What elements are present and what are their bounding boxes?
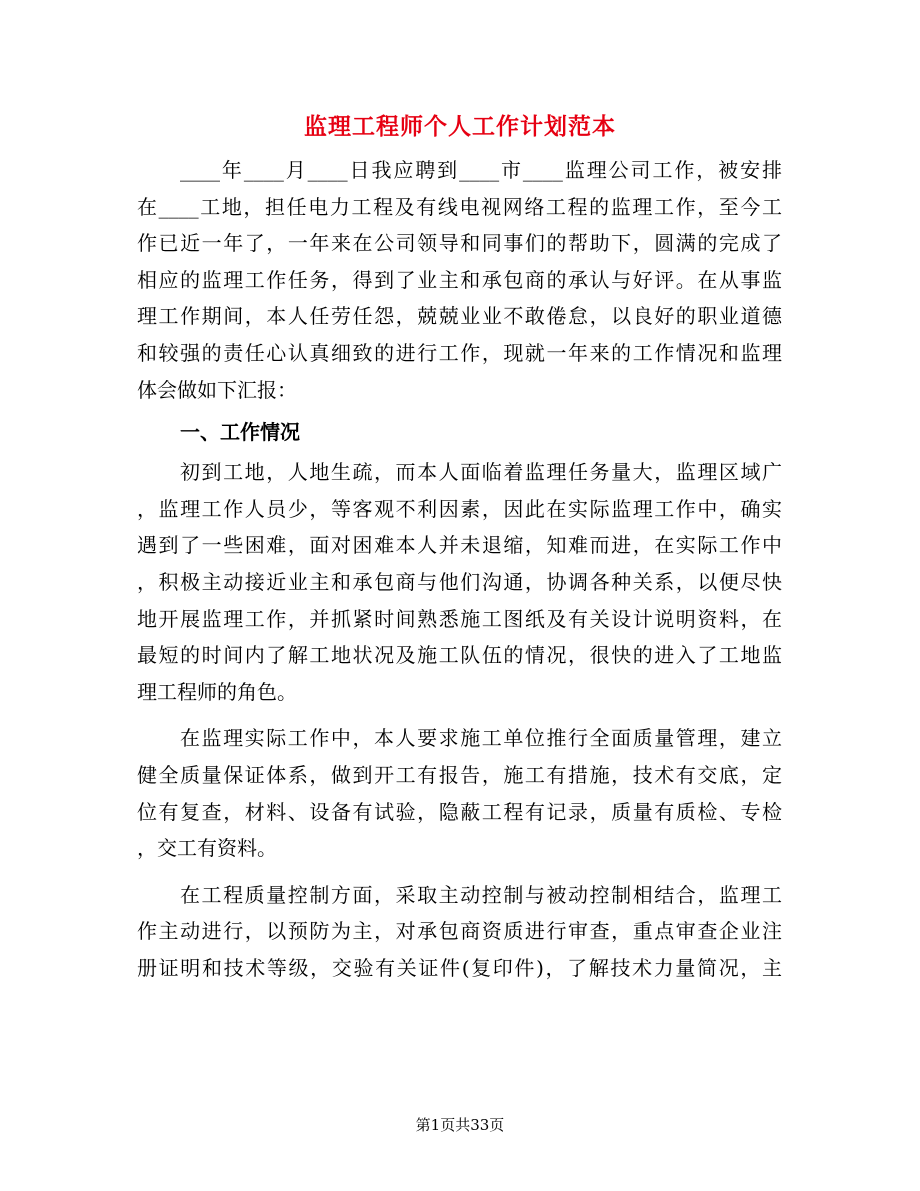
paragraph-gap [137, 867, 782, 877]
paragraph-3 [137, 877, 782, 987]
paragraph-2 [137, 720, 782, 866]
paragraph-line: 地开展监理工作，并抓紧时间熟悉施工图纸及有关设计说明资料，在 [137, 606, 782, 631]
paragraph-line: ，积极主动接近业主和承包商与他们沟通，协调各种关系，以便尽快 [137, 569, 782, 594]
paragraph-line: 遇到了一些困难，面对困难本人并未退缩，知难而进，在实际工作中 [137, 533, 782, 558]
paragraph-line: 最短的时间内了解工地状况及施工队伍的情况，很快的进入了工地监 [137, 643, 782, 668]
intro-paragraph [137, 152, 782, 408]
document-body [137, 152, 782, 986]
paragraph-line: 册证明和技术等级，交验有关证件(复印件)，了解技术力量简况，主 [137, 955, 782, 980]
paragraph-line: 相应的监理工作任务，得到了业主和承包商的承认与好评。在从事监 [137, 267, 782, 292]
document-title: 监理工程师个人工作计划范本 [304, 113, 616, 140]
paragraph-line: 位有复查，材料、设备有试验，隐蔽工程有记录，质量有质检、专检 [137, 799, 782, 824]
paragraph-line: 健全质量保证体系，做到开工有报告，施工有措施，技术有交底，定 [137, 762, 782, 787]
section-heading: 一、工作情况 [180, 420, 300, 445]
paragraph-1 [137, 454, 782, 710]
paragraph-line: 理工程师的角色。 [137, 679, 297, 704]
paragraph-gap [137, 710, 782, 720]
paragraph-line: 作已近一年了，一年来在公司领导和同事们的帮助下，圆满的完成了 [137, 231, 782, 256]
paragraph-line: 理工作期间，本人任劳任怨，兢兢业业不敢倦怠，以良好的职业道德 [137, 304, 782, 329]
paragraph-line: 作主动进行，以预防为主，对承包商资质进行审查，重点审查企业注 [137, 919, 782, 944]
paragraph-line: 体会做如下汇报： [137, 377, 297, 402]
paragraph-line: ，交工有资料。 [137, 836, 277, 861]
paragraph-line: 初到工地，人地生疏，而本人面临着监理任务量大，监理区域广 [180, 460, 782, 485]
paragraph-line: 在工程质量控制方面，采取主动控制与被动控制相结合，监理工 [180, 882, 782, 907]
paragraph-line: ____年____月____日我应聘到____市____监理公司工作，被安排 [180, 158, 782, 182]
paragraph-line: ，监理工作人员少，等客观不利因素，因此在实际监理工作中，确实 [137, 496, 782, 521]
paragraph-line: 和较强的责任心认真细致的进行工作，现就一年来的工作情况和监理 [137, 340, 782, 365]
paragraph-line: 在____工地，担任电力工程及有线电视网络工程的监理工作，至今工 [137, 194, 782, 219]
page-number-footer: 第1页共33页 [415, 1116, 505, 1134]
paragraph-line: 在监理实际工作中，本人要求施工单位推行全面质量管理，建立 [180, 726, 782, 751]
